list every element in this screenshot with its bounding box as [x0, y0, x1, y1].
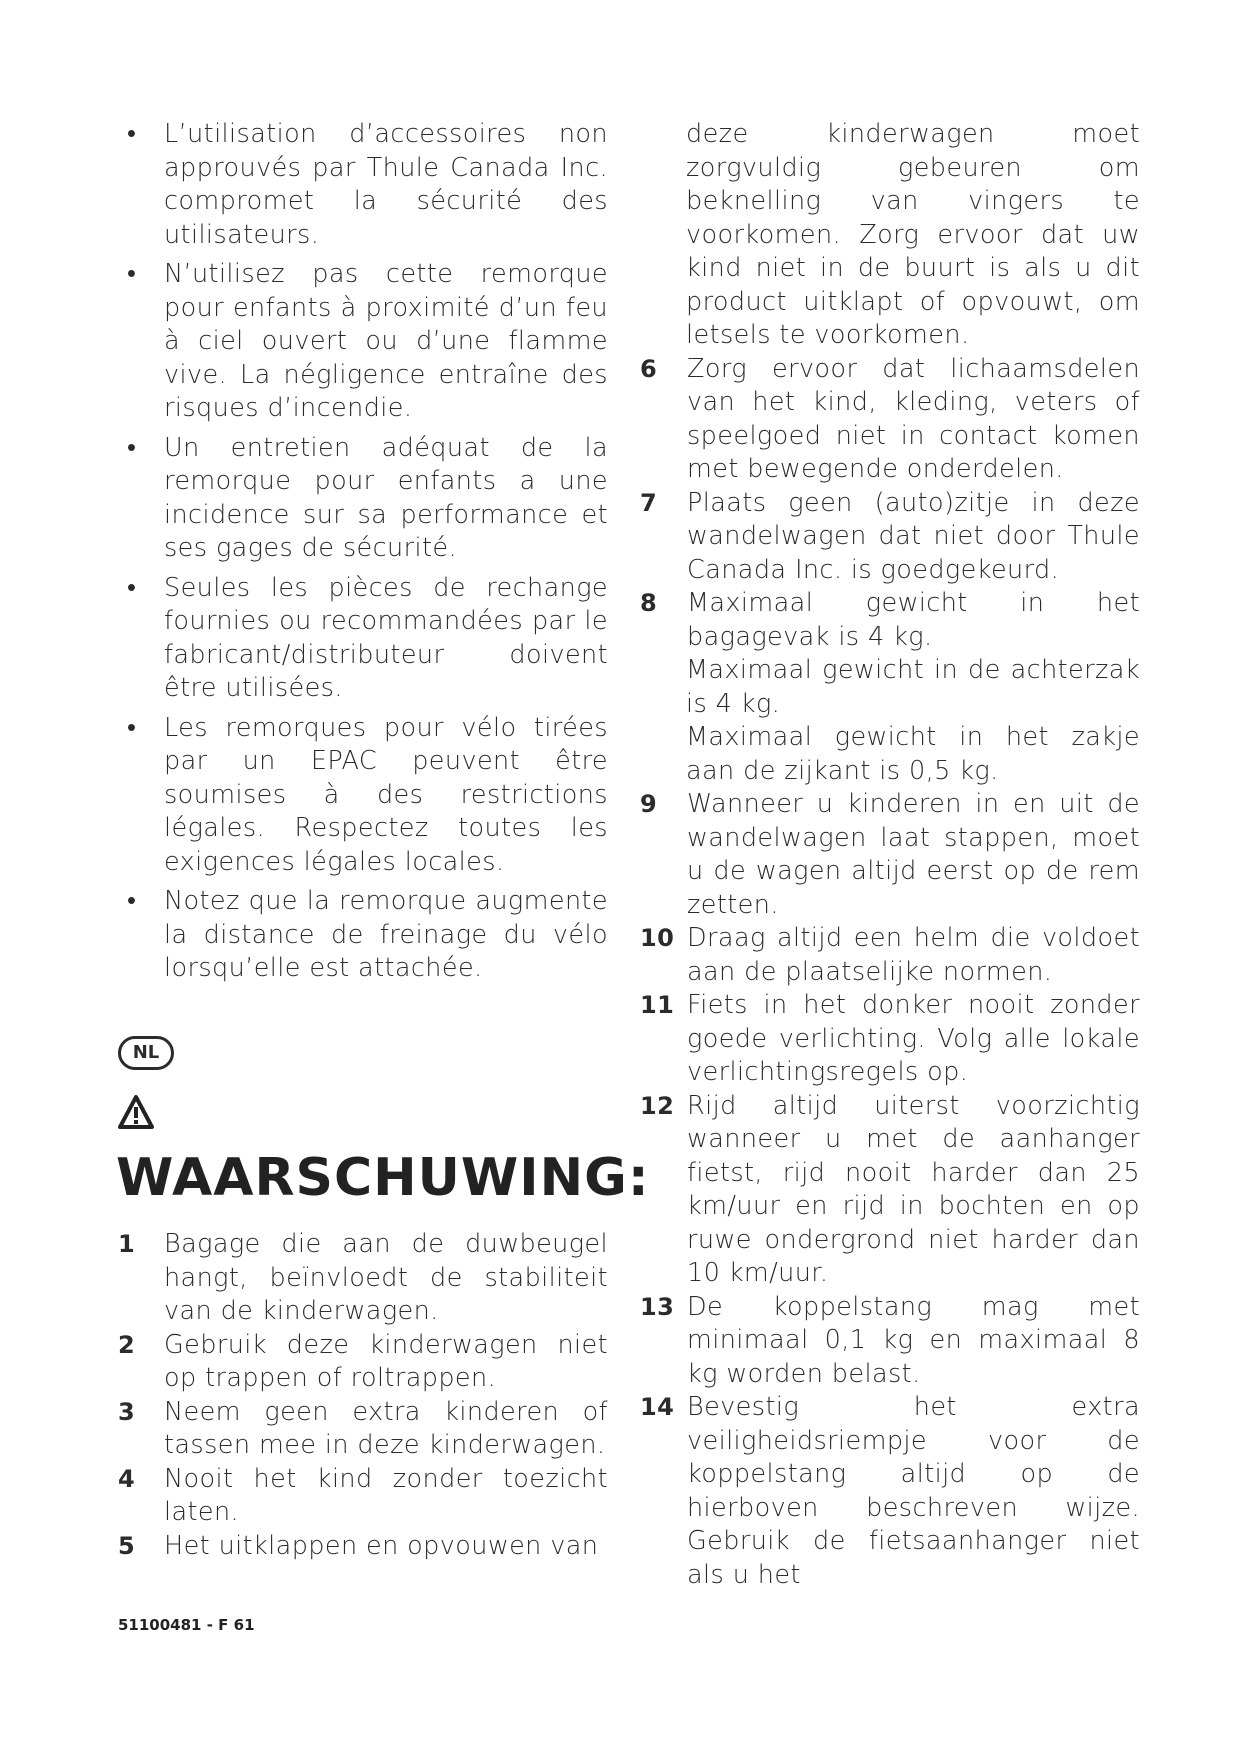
list-item [640, 1291, 1140, 1392]
item-text: Zorg ervoor dat lichaamsdelen van het kind, kleding, veters of speelgoed niet in contact komen met bewegende onderdelen. [687, 353, 1140, 484]
list-item [118, 885, 608, 986]
item-text: Nooit het kind zonder toezicht laten. [164, 1463, 608, 1527]
list-item [640, 1391, 1140, 1592]
list-item [640, 487, 1140, 588]
dutch-warning-list-right [640, 118, 1140, 1592]
item-number: 13 [640, 1292, 675, 1321]
item-text: Rijd altijd uiterst voorzichtig wanneer u met de aanhanger fietst, rijd nooit harder dan 25 km/uur en rijd in bochten en op ruwe ondergrond niet harder dan 10 km/uur. [687, 1090, 1140, 1288]
item-number: 14 [640, 1393, 675, 1421]
item-number: 5 [118, 1531, 136, 1560]
bullet-text: Notez que la remorque augmente la distance de freinage du vélo lorsqu’elle est attachée. [164, 886, 608, 983]
item-number: 11 [640, 991, 675, 1019]
item-text: Plaats geen (auto)zitje in deze wandelwagen dat niet door Thule Canada Inc. is goedgekeurd. [687, 487, 1140, 585]
list-item [640, 353, 1140, 487]
item-number: 3 [118, 1397, 136, 1426]
french-safety-list [118, 118, 608, 992]
bullet-text: Seules les pièces de rechange fournies ou recommandées par le fabricant/distributeur doivent être utilisées. [164, 572, 608, 703]
list-item [118, 118, 608, 252]
item-text: Neem geen extra kinderen of tassen mee in deze kinderwagen. [164, 1396, 608, 1460]
list-item [118, 712, 608, 880]
list-item [640, 922, 1140, 989]
list-item [118, 1463, 608, 1530]
dutch-warning-list-left [118, 1228, 608, 1563]
item-8-extra: Maximaal gewicht in het zakje aan de zijkant is 0,5 kg. [686, 722, 1140, 786]
list-item [118, 572, 608, 706]
item-number: 10 [640, 924, 675, 952]
list-item [118, 1396, 608, 1463]
item-text: Draag altijd een helm die voldoet aan de plaatselijke normen. [687, 923, 1140, 987]
item-number: 9 [640, 790, 658, 818]
list-item [640, 1090, 1140, 1291]
list-item [118, 1329, 608, 1396]
list-item [640, 989, 1140, 1090]
bullet-text: Un entretien adéquat de la remorque pour enfants a une incidence sur sa performance et ses gages de sécurité. [164, 432, 608, 563]
bullet: • [127, 259, 137, 289]
item-number: 4 [118, 1464, 136, 1493]
page-footer: 51100481 - F 61 [118, 1616, 255, 1634]
list-item [640, 587, 1140, 654]
bullet-text: N’utilisez pas cette remorque pour enfants à proximité d’un feu à ciel ouvert ou d’une flamme vive. La négligence entraîne des risques d’incendie. [164, 259, 608, 423]
item-text: Het uitklappen en opvouwen van [164, 1530, 599, 1561]
item-number: 8 [640, 589, 658, 617]
language-badge-nl: NL [118, 1036, 174, 1070]
list-item [118, 432, 608, 566]
item-text: Bevestig het extra veiligheidsriempje voor de koppelstang altijd op de hierboven beschreven wijze. Gebruik de fietsaanhanger niet als u het [687, 1392, 1140, 1590]
bullet: • [127, 119, 137, 149]
bullet-text: Les remorques pour vélo tirées par un EPAC peuvent être soumises à des restrictions légales. Respectez toutes les exigences légales locales. [164, 712, 608, 877]
item-text: Maximaal gewicht in het bagagevak is 4 kg. [687, 588, 1140, 652]
list-item [640, 788, 1140, 922]
item-number: 7 [640, 488, 658, 517]
bullet: • [127, 572, 137, 603]
list-item [118, 1530, 608, 1564]
item-number: 2 [118, 1330, 136, 1359]
item-text: Fiets in het donker nooit zonder goede verlichting. Volg alle lokale verlichtingsregels op. [687, 990, 1140, 1087]
bullet: • [127, 886, 137, 916]
item-8-extra: Maximaal gewicht in de achterzak is 4 kg. [686, 655, 1140, 719]
item-5-continuation: deze kinderwagen moet zorgvuldig gebeuren om beknelling van vingers te voorkomen. Zorg ervoor dat uw kind niet in de buurt is als u dit product uitklapt of opvouwt, om letsels te voorkomen. [686, 119, 1140, 350]
item-number: 1 [118, 1230, 136, 1258]
item-text: Gebruik deze kinderwagen niet op trappen of roltrappen. [164, 1329, 608, 1393]
item-text: Wanneer u kinderen in en uit de wandelwagen laat stappen, moet u de wagen altijd eerst op de rem zetten. [687, 789, 1140, 920]
bullet-text: L’utilisation d’accessoires non approuvés par Thule Canada Inc. compromet la sécurité des utilisateurs. [164, 119, 608, 250]
warning-triangle-icon [118, 1095, 154, 1129]
bullet: • [127, 712, 137, 743]
item-text: Bagage die aan de duwbeugel hangt, beïnvloedt de stabiliteit van de kinderwagen. [164, 1229, 608, 1326]
list-item [118, 258, 608, 426]
item-number: 12 [640, 1091, 675, 1120]
item-text: De koppelstang mag met minimaal 0,1 kg en maximaal 8 kg worden belast. [687, 1291, 1140, 1389]
bullet: • [127, 432, 137, 463]
item-number: 6 [640, 354, 658, 383]
warning-heading: WAARSCHUWING: [116, 1148, 650, 1208]
list-item [118, 1228, 608, 1329]
